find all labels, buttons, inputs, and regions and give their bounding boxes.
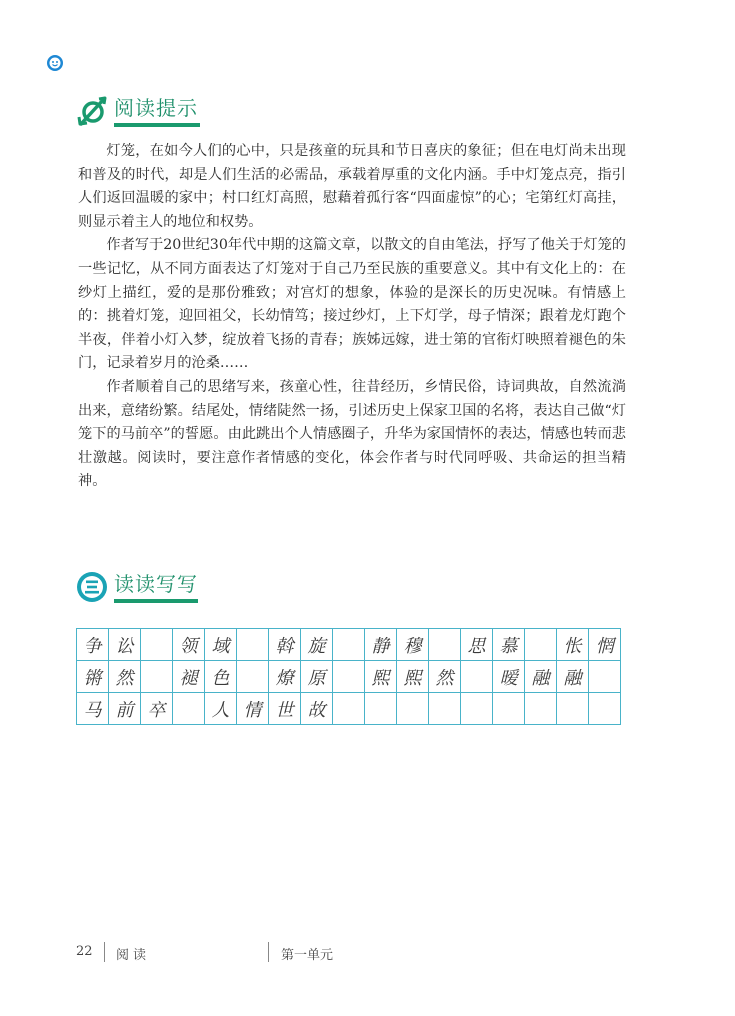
grid-cell xyxy=(557,693,589,725)
grid-cell: 然 xyxy=(429,661,461,693)
paragraph-1: 灯笼，在如今人们的心中，只是孩童的玩具和节日喜庆的象征；但在电灯尚未出现和普及的时代，却是人们生活的必需品，承载着厚重的文化内涵。手中灯笼点亮，指引人们返回温暖的家中；村口红灯高照，慰藉着孤行客“四面虚惊”的心；宅第红灯高挂，则显示着主人的地位和权势。 xyxy=(78,143,626,230)
grid-cell: 斡 xyxy=(269,629,301,661)
unit-name: 第一单元 xyxy=(281,948,334,963)
grid-cell xyxy=(589,693,621,725)
grid-cell: 域 xyxy=(205,629,237,661)
grid-cell: 慕 xyxy=(493,629,525,661)
grid-cell: 熙 xyxy=(365,661,397,693)
grid-row xyxy=(77,693,621,725)
grid-cell: 马 xyxy=(77,693,109,725)
grid-cell: 惘 xyxy=(589,629,621,661)
grid-cell: 锵 xyxy=(77,661,109,693)
grid-cell: 前 xyxy=(109,693,141,725)
grid-cell xyxy=(141,661,173,693)
grid-cell: 世 xyxy=(269,693,301,725)
grid-cell: 褪 xyxy=(173,661,205,693)
grid-cell xyxy=(589,661,621,693)
grid-cell: 讼 xyxy=(109,629,141,661)
grid-cell: 色 xyxy=(205,661,237,693)
read-write-icon xyxy=(76,571,108,603)
grid-cell: 情 xyxy=(237,693,269,725)
grid-cell: 争 xyxy=(77,629,109,661)
grid-cell: 卒 xyxy=(141,693,173,725)
footer-divider xyxy=(268,942,269,962)
grid-cell xyxy=(429,629,461,661)
page-number: 22 xyxy=(76,944,93,959)
grid-cell xyxy=(397,693,429,725)
grid-cell: 思 xyxy=(461,629,493,661)
reading-tip-underline xyxy=(114,123,200,127)
grid-cell xyxy=(237,661,269,693)
character-grid xyxy=(76,628,621,725)
grid-cell xyxy=(333,693,365,725)
grid-cell xyxy=(461,661,493,693)
smiley-marker-icon xyxy=(46,54,64,72)
paragraph-2: 作者写于20世纪30年代中期的这篇文章，以散文的自由笔法，抒写了他关于灯笼的一些记忆，从不同方面表达了灯笼对于自己乃至民族的重要意义。其中有文化上的：在纱灯上描红，爱的是那份雅致；对宫灯的想象，体验的是深长的历史况味。有情感上的：挑着灯笼，迎回祖父，长幼情笃；接过纱灯，上下灯学，母子情深；跟着龙灯跑个半夜，伴着小灯入梦，绽放着飞扬的青春；族姊远嫁，进士第的官衔灯映照着褪色的朱门，记录着岁月的沧桑…… xyxy=(78,237,626,372)
grid-cell: 暧 xyxy=(493,661,525,693)
grid-cell: 怅 xyxy=(557,629,589,661)
grid-cell xyxy=(493,693,525,725)
grid-cell: 静 xyxy=(365,629,397,661)
grid-cell: 领 xyxy=(173,629,205,661)
grid-cell: 融 xyxy=(525,661,557,693)
footer-divider xyxy=(104,942,105,962)
grid-cell xyxy=(461,693,493,725)
grid-cell xyxy=(429,693,461,725)
grid-row xyxy=(77,629,621,661)
book-name: 阅读 xyxy=(116,948,151,963)
reading-tip-title: 阅读提示 xyxy=(114,96,198,120)
grid-cell xyxy=(365,693,397,725)
read-write-header xyxy=(76,568,198,603)
page-footer xyxy=(76,940,636,964)
grid-cell xyxy=(333,629,365,661)
grid-cell: 穆 xyxy=(397,629,429,661)
reading-tip-body xyxy=(78,140,626,494)
grid-cell xyxy=(525,629,557,661)
grid-cell xyxy=(237,629,269,661)
grid-cell xyxy=(525,693,557,725)
grid-row xyxy=(77,661,621,693)
grid-cell: 融 xyxy=(557,661,589,693)
read-write-underline xyxy=(114,599,198,603)
reading-tip-icon xyxy=(76,95,108,127)
grid-cell xyxy=(333,661,365,693)
paragraph-3: 作者顺着自己的思绪写来，孩童心性，往昔经历，乡情民俗，诗词典故，自然流淌出来，意绪纷繁。结尾处，情绪陡然一扬，引述历史上保家卫国的名将，表达自己做“灯笼下的马前卒”的誓愿。由此跳出个人情感圈子，升华为家国情怀的表达，情感也转而悲壮激越。阅读时，要注意作者情感的变化，体会作者与时代同呼吸、共命运的担当精神。 xyxy=(78,378,626,490)
grid-cell: 熙 xyxy=(397,661,429,693)
grid-cell: 人 xyxy=(205,693,237,725)
reading-tip-header xyxy=(76,92,198,127)
grid-cell: 然 xyxy=(109,661,141,693)
grid-cell xyxy=(141,629,173,661)
read-write-title: 读读写写 xyxy=(114,572,198,596)
grid-cell: 燎 xyxy=(269,661,301,693)
grid-cell: 原 xyxy=(301,661,333,693)
grid-cell xyxy=(173,693,205,725)
grid-cell: 旋 xyxy=(301,629,333,661)
grid-cell: 故 xyxy=(301,693,333,725)
